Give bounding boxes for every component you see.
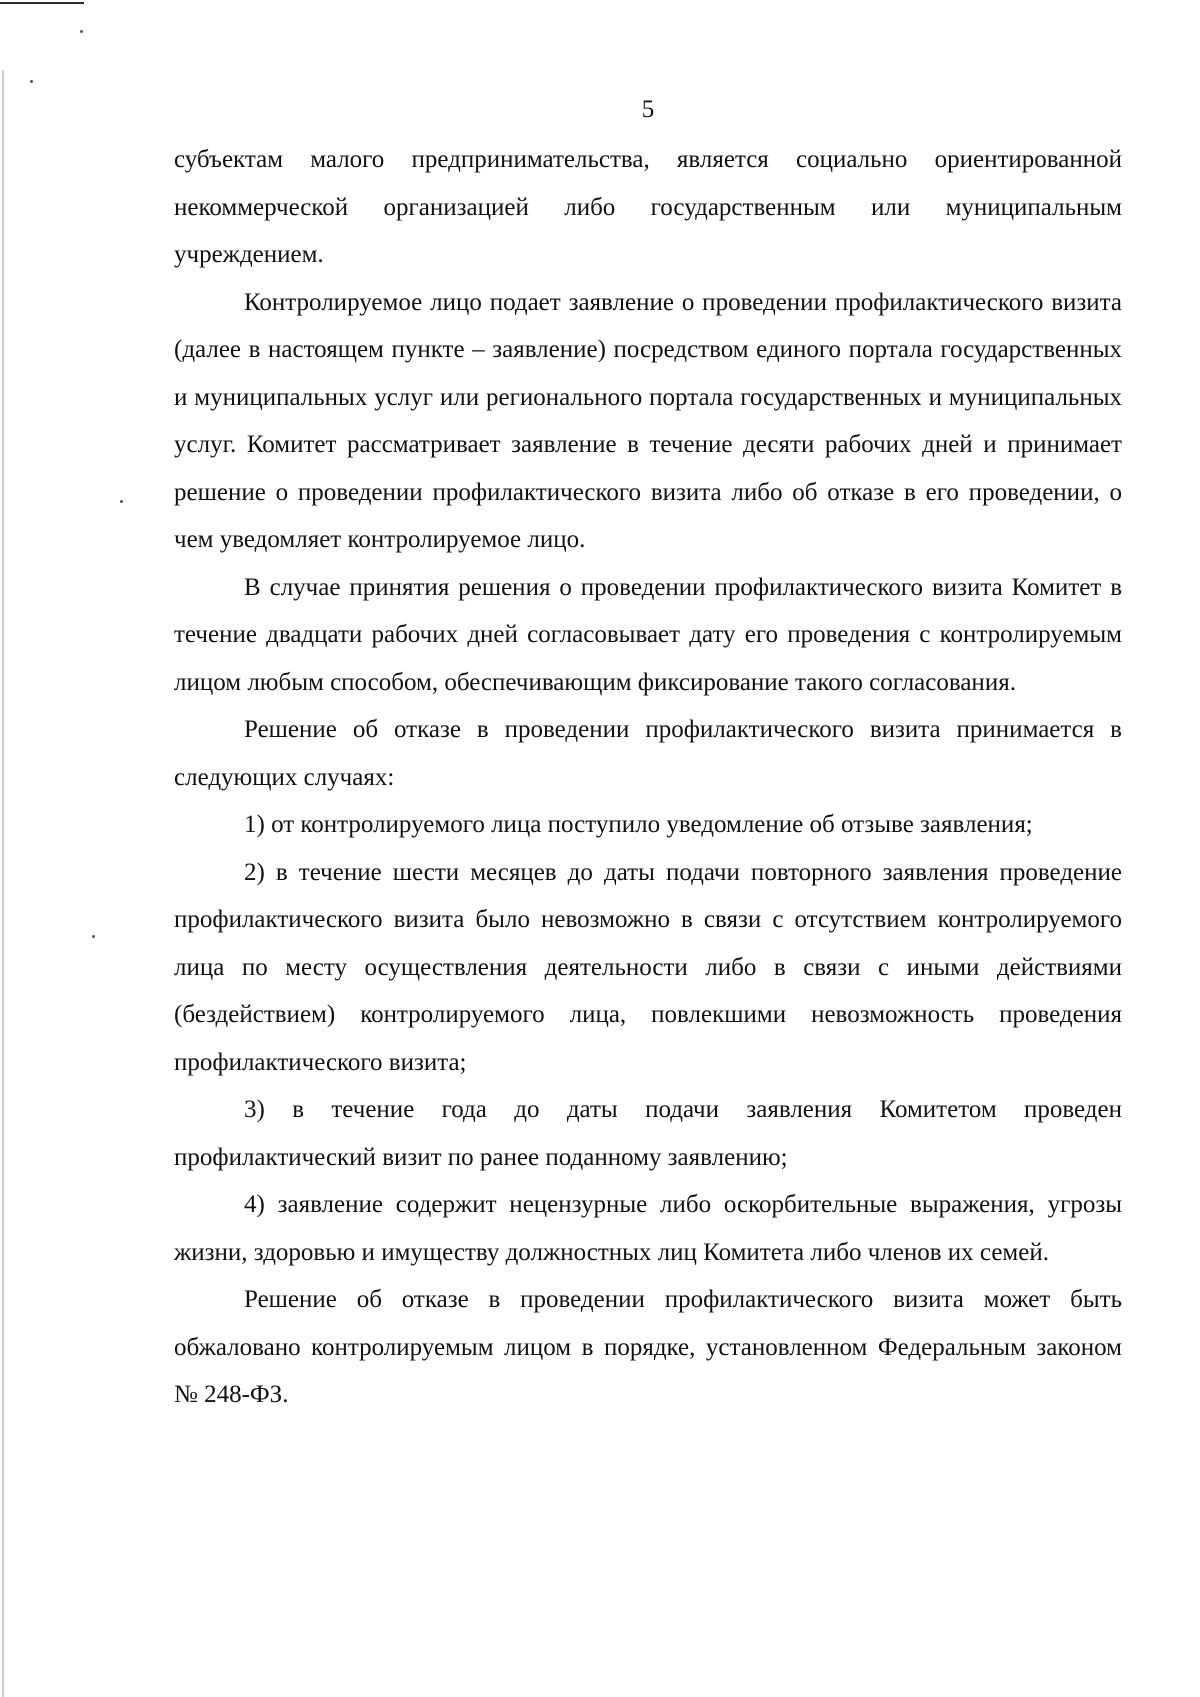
- paragraph-continuation: субъектам малого предпринимательства, является социально ориентированной некоммерческой организацией либо государственным или муниципальным учреждением.: [174, 146, 1122, 268]
- scan-speck: [30, 80, 33, 83]
- paragraph-agreement: В случае принятия решения о проведении профилактического визита Комитет в течение двадцати рабочих дней согласовывает дату его проведения с контролируемым лицом любым способом, обеспечивающим фиксирование такого согласования.: [174, 573, 1122, 696]
- list-item-1: 1) от контролируемого лица поступило уведомление об отзыве заявления;: [244, 811, 1033, 838]
- paragraph-appeal: Решение об отказе в проведении профилактического визита может быть обжаловано контролируемым лицом в порядке, установленном Федеральным законом № 248-ФЗ.: [174, 1286, 1122, 1408]
- scan-edge-top: [0, 2, 84, 4]
- list-item-4: 4) заявление содержит нецензурные либо оскорбительные выражения, угрозы жизни, здоровью и имуществу должностных лиц Комитета либо членов их семей.: [174, 1191, 1122, 1266]
- scan-speck: [92, 935, 95, 938]
- paragraph-refusal-cases: Решение об отказе в проведении профилактического визита принимается в следующих случаях:: [174, 716, 1122, 791]
- document-page: [174, 88, 1122, 1419]
- page-number: 5: [641, 96, 655, 123]
- scan-speck: [120, 500, 123, 503]
- scan-speck: [80, 30, 83, 33]
- list-item-3: 3) в течение года до даты подачи заявления Комитетом проведен профилактический визит по ранее поданному заявлению;: [174, 1096, 1122, 1171]
- list-item-2: 2) в течение шести месяцев до даты подачи повторного заявления проведение профилактического визита было невозможно в связи с отсутствием контролируемого лица по месту осуществления деятельности либо в связи с иными действиями (бездействием) контролируемого лица, повлекшими невозможность проведения профилактического визита;: [174, 858, 1122, 1076]
- scan-edge-left: [2, 70, 4, 1697]
- paragraph-application: Контролируемое лицо подает заявление о проведении профилактического визита (далее в настоящем пункте – заявление) посредством единого портала государственных и муниципальных услуг или регионального портала государственных и муниципальных услуг. Комитет рассматривает заявление в течение десяти рабочих дней и принимает решение о проведении профилактического визита либо об отказе в его проведении, о чем уведомляет контролируемое лицо.: [174, 288, 1122, 553]
